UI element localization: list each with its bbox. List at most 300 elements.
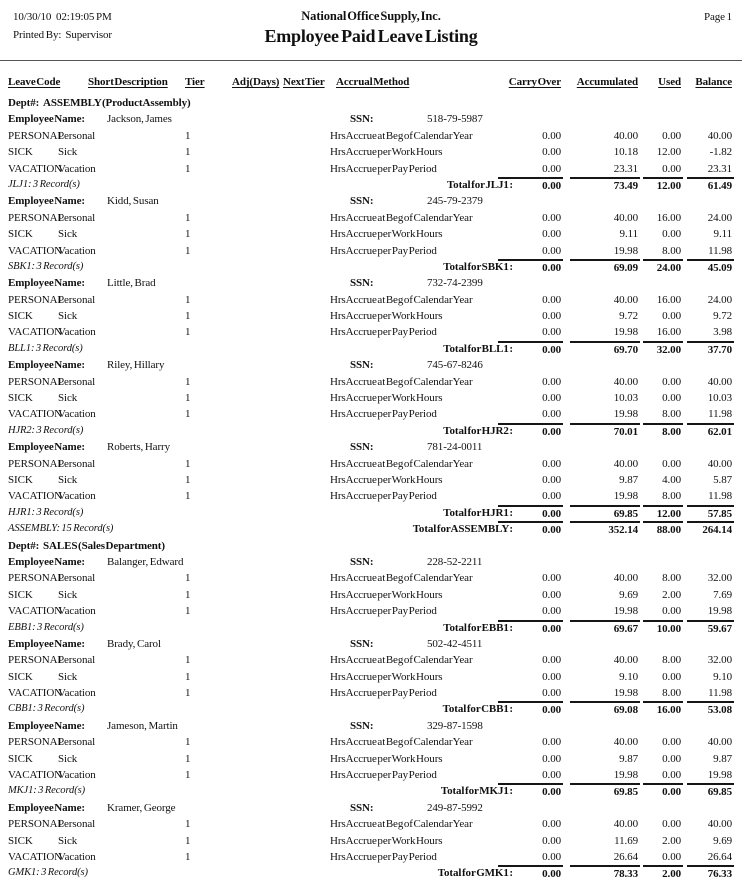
balance-value: 40.00 <box>707 375 732 388</box>
employee-total-balance: 59.67 <box>687 620 734 636</box>
leave-tier: 1 <box>185 211 191 224</box>
employee-name: Balanger, Edward <box>107 555 184 568</box>
employee-name-label: Employee Name: <box>8 801 85 814</box>
leave-row <box>0 603 742 619</box>
carry-over-value: 0.00 <box>542 457 561 470</box>
dept-label: Dept#: <box>8 97 40 109</box>
leave-tier: 1 <box>185 670 191 683</box>
used-value: 2.00 <box>662 588 681 601</box>
carry-over-value: 0.00 <box>542 818 561 831</box>
accrual-method: Hrs Accrue per Pay Period <box>330 687 437 700</box>
used-value: 0.00 <box>662 736 681 749</box>
dept-record-count-note: ASSEMBLY: 15 Record(s) <box>8 523 114 535</box>
employee-total-accumulated: 73.49 <box>570 177 640 193</box>
leave-tier: 1 <box>185 687 191 700</box>
employee-total-used: 12.00 <box>643 505 683 521</box>
used-value: 0.00 <box>662 310 681 323</box>
used-value: 2.00 <box>662 834 681 847</box>
balance-value: 11.98 <box>708 687 732 700</box>
leave-code: PERSONAL <box>8 572 65 585</box>
leave-description: Vacation <box>58 769 96 782</box>
accumulated-value: 10.18 <box>613 146 638 159</box>
leave-description: Personal <box>58 654 96 667</box>
leave-code: SICK <box>8 146 33 159</box>
accumulated-value: 9.72 <box>619 310 638 323</box>
balance-value: 9.11 <box>713 228 732 241</box>
leave-code: VACATION <box>8 605 63 618</box>
carry-over-value: 0.00 <box>542 605 561 618</box>
used-value: 4.00 <box>662 473 681 486</box>
accrual-method: Hrs Accrue per Work Hours <box>330 473 443 486</box>
leave-row <box>0 767 742 783</box>
leave-tier: 1 <box>185 375 191 388</box>
leave-tier: 1 <box>185 457 191 470</box>
leave-tier: 1 <box>185 293 191 306</box>
employee-name-row <box>0 636 742 652</box>
employee-total-label: Total for BLL1 : <box>443 342 513 355</box>
printed-by-value: Supervisor <box>65 29 112 41</box>
leave-description: Vacation <box>58 605 96 618</box>
leave-tier: 1 <box>185 834 191 847</box>
accumulated-value: 40.00 <box>613 654 638 667</box>
balance-value: 9.10 <box>713 670 732 683</box>
printed-by-label: Printed By: <box>13 29 62 41</box>
employee-name-row <box>0 800 742 816</box>
employee-total-label: Total for SBK1 : <box>443 260 513 273</box>
accumulated-value: 40.00 <box>613 211 638 224</box>
dept-total-label: Total for ASSEMBLY : <box>412 523 513 536</box>
report-title: Employee Paid Leave Listing <box>264 26 478 46</box>
balance-value: 32.00 <box>707 572 732 585</box>
employee-record-count-note: MKJ1: 3 Record(s) <box>8 785 85 797</box>
leave-row <box>0 456 742 472</box>
leave-row <box>0 243 742 259</box>
employee-name-row <box>0 193 742 209</box>
leave-description: Vacation <box>58 408 96 421</box>
leave-tier: 1 <box>185 736 191 749</box>
leave-description: Sick <box>58 670 78 683</box>
accumulated-value: 19.98 <box>613 490 638 503</box>
col-accrual-method: Accrual Method <box>336 76 410 88</box>
leave-code: VACATION <box>8 326 63 339</box>
leave-code: VACATION <box>8 162 63 175</box>
employee-total-label: Total for GMK1 : <box>437 867 513 880</box>
accumulated-value: 10.03 <box>613 392 638 405</box>
dept-total-balance: 264.14 <box>687 521 734 537</box>
employee-name: Riley, Hillary <box>107 359 165 372</box>
balance-value: 7.69 <box>713 588 732 601</box>
employee-name-label: Employee Name: <box>8 441 85 454</box>
balance-value: 24.00 <box>707 293 732 306</box>
employee-name-row <box>0 718 742 734</box>
used-value: 0.00 <box>662 375 681 388</box>
leave-description: Personal <box>58 293 96 306</box>
leave-tier: 1 <box>185 572 191 585</box>
balance-value: 24.00 <box>707 211 732 224</box>
used-value: 8.00 <box>662 654 681 667</box>
accumulated-value: 40.00 <box>613 572 638 585</box>
carry-over-value: 0.00 <box>542 834 561 847</box>
carry-over-value: 0.00 <box>542 162 561 175</box>
ssn-label: SSN: <box>350 637 374 650</box>
carry-over-value: 0.00 <box>542 129 561 142</box>
carry-over-value: 0.00 <box>542 588 561 601</box>
employee-name-label: Employee Name: <box>8 195 85 208</box>
col-carry-over: Carry Over <box>508 76 561 88</box>
employee-record-count-note: GMK1: 3 Record(s) <box>8 867 88 879</box>
leave-row <box>0 210 742 226</box>
leave-row <box>0 652 742 668</box>
employee-name: Jackson, James <box>107 113 172 126</box>
balance-value: 10.03 <box>707 392 732 405</box>
ssn-label: SSN: <box>350 555 374 568</box>
dept-total-accumulated: 352.14 <box>570 521 640 537</box>
employee-total-label: Total for HJR1 : <box>443 506 513 519</box>
employee-total-carry-over: 0.00 <box>498 701 563 717</box>
leave-row <box>0 685 742 701</box>
carry-over-value: 0.00 <box>542 736 561 749</box>
accrual-method: Hrs Accrue at Beg of Calendar Year <box>330 572 473 585</box>
leave-row <box>0 406 742 422</box>
leave-row <box>0 472 742 488</box>
employee-total-balance: 57.85 <box>687 505 734 521</box>
leave-code: SICK <box>8 588 33 601</box>
leave-description: Vacation <box>58 687 96 700</box>
employee-total-row <box>0 423 742 439</box>
employee-name-row <box>0 439 742 455</box>
employee-total-used: 0.00 <box>643 783 683 799</box>
leave-description: Vacation <box>58 162 96 175</box>
carry-over-value: 0.00 <box>542 146 561 159</box>
employee-total-accumulated: 69.09 <box>570 259 640 275</box>
employee-total-accumulated: 78.33 <box>570 865 640 881</box>
accrual-method: Hrs Accrue per Work Hours <box>330 670 443 683</box>
dept-row <box>0 95 742 111</box>
accrual-method: Hrs Accrue at Beg of Calendar Year <box>330 654 473 667</box>
used-value: 12.00 <box>656 146 681 159</box>
leave-code: SICK <box>8 310 33 323</box>
used-value: 0.00 <box>662 162 681 175</box>
accumulated-value: 19.98 <box>613 408 638 421</box>
balance-value: 11.98 <box>708 244 732 257</box>
used-value: 8.00 <box>662 687 681 700</box>
employee-name-label: Employee Name: <box>8 637 85 650</box>
employee-total-carry-over: 0.00 <box>498 783 563 799</box>
used-value: 16.00 <box>656 326 681 339</box>
leave-row <box>0 849 742 865</box>
balance-value: 23.31 <box>707 162 732 175</box>
balance-value: 9.87 <box>713 752 732 765</box>
accumulated-value: 9.87 <box>619 752 638 765</box>
employee-record-count-note: SBK1: 3 Record(s) <box>8 260 84 272</box>
accumulated-value: 9.87 <box>619 473 638 486</box>
carry-over-value: 0.00 <box>542 228 561 241</box>
employee-total-row <box>0 620 742 636</box>
col-short-description: Short Description <box>88 76 168 88</box>
employee-total-balance: 69.85 <box>687 783 734 799</box>
employee-total-row <box>0 701 742 717</box>
leave-code: VACATION <box>8 769 63 782</box>
accrual-method: Hrs Accrue per Pay Period <box>330 408 437 421</box>
dept-label: Dept#: <box>8 539 40 552</box>
leave-tier: 1 <box>185 654 191 667</box>
ssn-label: SSN: <box>350 359 374 372</box>
employee-total-accumulated: 69.08 <box>570 701 640 717</box>
used-value: 0.00 <box>662 670 681 683</box>
employee-total-row <box>0 177 742 193</box>
accumulated-value: 40.00 <box>613 129 638 142</box>
leave-description: Sick <box>58 473 78 486</box>
leave-code: SICK <box>8 670 33 683</box>
report-body <box>0 95 742 882</box>
employee-total-balance: 37.70 <box>687 341 734 357</box>
balance-value: 19.98 <box>707 769 732 782</box>
leave-row <box>0 570 742 586</box>
ssn-label: SSN: <box>350 801 374 814</box>
leave-code: PERSONAL <box>8 211 65 224</box>
used-value: 0.00 <box>662 769 681 782</box>
employee-total-accumulated: 69.85 <box>570 505 640 521</box>
leave-tier: 1 <box>185 146 191 159</box>
carry-over-value: 0.00 <box>542 670 561 683</box>
ssn-value: 732-74-2399 <box>427 277 483 290</box>
leave-tier: 1 <box>185 752 191 765</box>
accrual-method: Hrs Accrue per Work Hours <box>330 834 443 847</box>
ssn-value: 245-79-2379 <box>427 195 483 208</box>
leave-code: PERSONAL <box>8 736 65 749</box>
leave-tier: 1 <box>185 769 191 782</box>
carry-over-value: 0.00 <box>542 293 561 306</box>
employee-total-label: Total for JLJ1 : <box>446 178 513 191</box>
carry-over-value: 0.00 <box>542 473 561 486</box>
leave-description: Personal <box>58 818 96 831</box>
employee-total-carry-over: 0.00 <box>498 865 563 881</box>
leave-code: VACATION <box>8 687 63 700</box>
leave-row <box>0 308 742 324</box>
employee-total-label: Total for EBB1 : <box>443 621 513 634</box>
used-value: 0.00 <box>662 457 681 470</box>
leave-tier: 1 <box>185 326 191 339</box>
accumulated-value: 9.10 <box>619 670 638 683</box>
report-time: 02:19:05 PM <box>56 11 112 23</box>
employee-record-count-note: CBB1: 3 Record(s) <box>8 703 85 715</box>
employee-total-accumulated: 69.67 <box>570 620 640 636</box>
used-value: 0.00 <box>662 228 681 241</box>
ssn-value: 249-87-5992 <box>427 801 483 814</box>
leave-code: SICK <box>8 392 33 405</box>
carry-over-value: 0.00 <box>542 687 561 700</box>
carry-over-value: 0.00 <box>542 392 561 405</box>
employee-total-row <box>0 259 742 275</box>
employee-record-count-note: JLJ1: 3 Record(s) <box>8 178 80 190</box>
accumulated-value: 19.98 <box>613 769 638 782</box>
leave-row <box>0 816 742 832</box>
leave-description: Vacation <box>58 244 96 257</box>
leave-row <box>0 833 742 849</box>
leave-description: Sick <box>58 588 78 601</box>
department-total-row <box>0 521 742 537</box>
dept-name: SALES (Sales Department) <box>43 539 165 552</box>
used-value: 8.00 <box>662 572 681 585</box>
used-value: 8.00 <box>662 490 681 503</box>
used-value: 8.00 <box>662 244 681 257</box>
leave-code: PERSONAL <box>8 375 65 388</box>
carry-over-value: 0.00 <box>542 572 561 585</box>
leave-code: VACATION <box>8 490 63 503</box>
used-value: 8.00 <box>662 408 681 421</box>
leave-row <box>0 734 742 750</box>
leave-description: Personal <box>58 457 96 470</box>
ssn-label: SSN: <box>350 719 374 732</box>
accumulated-value: 23.31 <box>613 162 638 175</box>
employee-total-accumulated: 70.01 <box>570 423 640 439</box>
used-value: 0.00 <box>662 752 681 765</box>
accumulated-value: 40.00 <box>613 818 638 831</box>
leave-row <box>0 144 742 160</box>
employee-total-used: 2.00 <box>643 865 683 881</box>
col-accumulated: Accumulated <box>576 76 638 88</box>
accumulated-value: 11.69 <box>614 834 638 847</box>
used-value: 16.00 <box>656 211 681 224</box>
ssn-label: SSN: <box>350 113 374 126</box>
accrual-method: Hrs Accrue per Pay Period <box>330 162 437 175</box>
dept-name: ASSEMBLY (Product Assembly) <box>43 97 191 109</box>
leave-code: PERSONAL <box>8 654 65 667</box>
employee-total-balance: 53.08 <box>687 701 734 717</box>
leave-description: Personal <box>58 211 96 224</box>
leave-description: Sick <box>58 752 78 765</box>
balance-value: 9.72 <box>713 310 732 323</box>
leave-description: Personal <box>58 129 96 142</box>
leave-code: PERSONAL <box>8 818 65 831</box>
ssn-value: 781-24-0011 <box>427 441 483 454</box>
employee-total-row <box>0 505 742 521</box>
leave-description: Vacation <box>58 850 96 863</box>
leave-tier: 1 <box>185 228 191 241</box>
leave-tier: 1 <box>185 310 191 323</box>
employee-record-count-note: BLL1: 3 Record(s) <box>8 342 83 354</box>
leave-description: Personal <box>58 572 96 585</box>
accumulated-value: 40.00 <box>613 375 638 388</box>
carry-over-value: 0.00 <box>542 490 561 503</box>
accrual-method: Hrs Accrue at Beg of Calendar Year <box>330 129 473 142</box>
employee-total-carry-over: 0.00 <box>498 423 563 439</box>
employee-total-label: Total for MKJ1 : <box>440 785 513 798</box>
accumulated-value: 19.98 <box>613 244 638 257</box>
leave-row <box>0 292 742 308</box>
leave-description: Personal <box>58 375 96 388</box>
employee-total-carry-over: 0.00 <box>498 620 563 636</box>
leave-row <box>0 324 742 340</box>
dept-total-carry-over: 0.00 <box>498 521 563 537</box>
employee-name-label: Employee Name: <box>8 359 85 372</box>
accrual-method: Hrs Accrue per Pay Period <box>330 244 437 257</box>
leave-row <box>0 587 742 603</box>
employee-total-used: 10.00 <box>643 620 683 636</box>
employee-name-label: Employee Name: <box>8 113 85 126</box>
employee-total-used: 32.00 <box>643 341 683 357</box>
leave-code: VACATION <box>8 244 63 257</box>
leave-tier: 1 <box>185 818 191 831</box>
carry-over-value: 0.00 <box>542 375 561 388</box>
balance-value: 40.00 <box>707 736 732 749</box>
carry-over-value: 0.00 <box>542 326 561 339</box>
leave-row <box>0 161 742 177</box>
leave-code: PERSONAL <box>8 457 65 470</box>
employee-name-row <box>0 357 742 373</box>
ssn-label: SSN: <box>350 277 374 290</box>
used-value: 0.00 <box>662 129 681 142</box>
employee-total-carry-over: 0.00 <box>498 177 563 193</box>
leave-code: SICK <box>8 834 33 847</box>
employee-name-label: Employee Name: <box>8 719 85 732</box>
employee-name: Brady, Carol <box>107 637 161 650</box>
balance-value: 3.98 <box>713 326 732 339</box>
accrual-method: Hrs Accrue at Beg of Calendar Year <box>330 818 473 831</box>
accrual-method: Hrs Accrue per Work Hours <box>330 392 443 405</box>
accumulated-value: 9.11 <box>619 228 638 241</box>
accumulated-value: 40.00 <box>613 457 638 470</box>
leave-description: Sick <box>58 310 78 323</box>
col-tier: Tier <box>185 76 205 88</box>
accumulated-value: 26.64 <box>613 850 638 863</box>
accrual-method: Hrs Accrue at Beg of Calendar Year <box>330 375 473 388</box>
leave-row <box>0 226 742 242</box>
leave-description: Vacation <box>58 326 96 339</box>
column-header-row <box>0 74 742 95</box>
leave-tier: 1 <box>185 392 191 405</box>
page-number: Page 1 <box>703 11 732 23</box>
accrual-method: Hrs Accrue at Beg of Calendar Year <box>330 457 473 470</box>
leave-tier: 1 <box>185 850 191 863</box>
leave-description: Vacation <box>58 490 96 503</box>
balance-value: 40.00 <box>707 818 732 831</box>
dept-row <box>0 538 742 554</box>
accrual-method: Hrs Accrue per Work Hours <box>330 752 443 765</box>
accrual-method: Hrs Accrue per Pay Period <box>330 769 437 782</box>
dept-total-used: 88.00 <box>643 521 683 537</box>
employee-total-accumulated: 69.85 <box>570 783 640 799</box>
employee-name-label: Employee Name: <box>8 277 85 290</box>
accrual-method: Hrs Accrue per Pay Period <box>330 326 437 339</box>
accumulated-value: 19.98 <box>613 605 638 618</box>
leave-code: PERSONAL <box>8 293 65 306</box>
balance-value: 9.69 <box>713 834 732 847</box>
accrual-method: Hrs Accrue at Beg of Calendar Year <box>330 736 473 749</box>
leave-row <box>0 374 742 390</box>
accumulated-value: 40.00 <box>613 293 638 306</box>
balance-value: 32.00 <box>707 654 732 667</box>
accrual-method: Hrs Accrue per Work Hours <box>330 310 443 323</box>
carry-over-value: 0.00 <box>542 850 561 863</box>
leave-tier: 1 <box>185 129 191 142</box>
employee-total-row <box>0 341 742 357</box>
col-next-tier: Next Tier <box>283 76 325 88</box>
employee-total-row <box>0 865 742 881</box>
employee-total-balance: 76.33 <box>687 865 734 881</box>
employee-name-row <box>0 111 742 127</box>
leave-tier: 1 <box>185 588 191 601</box>
employee-total-accumulated: 69.70 <box>570 341 640 357</box>
ssn-label: SSN: <box>350 195 374 208</box>
accrual-method: Hrs Accrue per Pay Period <box>330 850 437 863</box>
employee-total-label: Total for HJR2 : <box>443 424 513 437</box>
employee-name-row <box>0 554 742 570</box>
leave-tier: 1 <box>185 244 191 257</box>
used-value: 0.00 <box>662 605 681 618</box>
employee-total-balance: 62.01 <box>687 423 734 439</box>
employee-total-label: Total for CBB1 : <box>442 703 513 716</box>
